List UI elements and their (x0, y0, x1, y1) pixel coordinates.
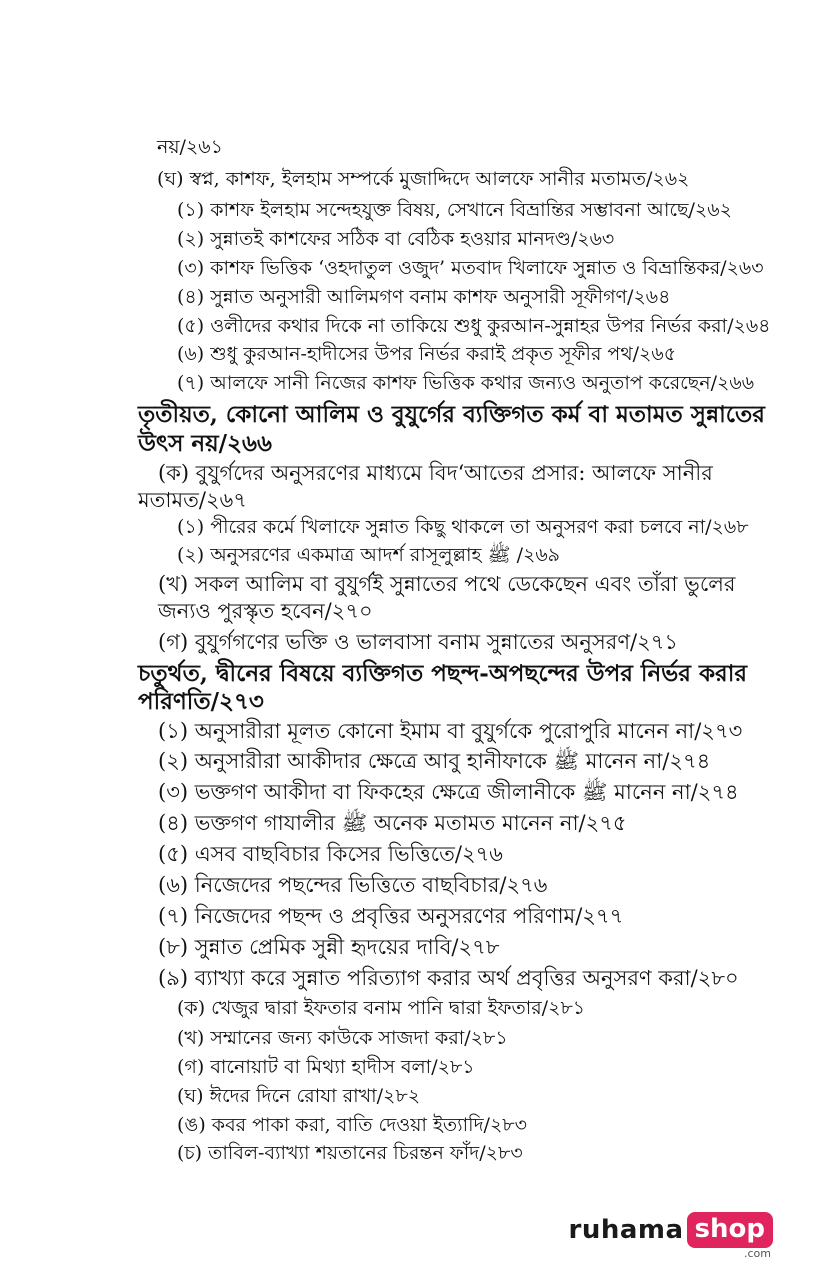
toc-line: (ক) বুযুর্গদের অনুসরণের মাধ্যমে বিদ‘আতের প্রসার: আলফে সানীর (158, 461, 713, 485)
toc-heading: উৎস নয়/২৬৬ (138, 430, 272, 457)
toc-line: (৩) কাশফ ভিত্তিক ‘ওহদাতুল ওজুদ’ মতবাদ খিলাফে সুন্নাত ও বিভ্রান্তিকর/২৬৩ (177, 257, 764, 279)
toc-line: (৯) ব্যাখ্যা করে সুন্নাত পরিত্যাগ করার অর্থ প্রবৃত্তির অনুসরণ করা/২৮০ (158, 966, 739, 990)
toc-line: (২) সুন্নাতই কাশফের সঠিক বা বেঠিক হওয়ার মানদণ্ড/২৬৩ (177, 228, 615, 250)
toc-heading: তৃতীয়ত, কোনো আলিম ও বুযুর্গের ব্যক্তিগত কর্ম বা মতামত সুন্নাতের (138, 401, 765, 428)
toc-line: (৪) ভক্তগণ গাযালীর ﷺ অনেক মতামত মানেন না/২৭৫ (158, 811, 627, 835)
toc-line: (১) অনুসারীরা মূলত কোনো ইমাম বা বুযুর্গকে পুরোপুরি মানেন না/২৭৩ (158, 719, 743, 743)
watermark-left-text: ruhama (568, 1215, 684, 1245)
toc-line: (৪) সুন্নাত অনুসারী আলিমগণ বনাম কাশফ অনুসারী সূফীগণ/২৬৪ (177, 286, 671, 308)
toc-line: (১) কাশফ ইলহাম সন্দেহযুক্ত বিষয়, সেখানে বিভ্রান্তির সম্ভাবনা আছে/২৬২ (177, 199, 732, 221)
toc-line: (৬) শুধু কুরআন-হাদীসের উপর নির্ভর করাই প্রকৃত সূফীর পথ/২৬৫ (177, 343, 677, 365)
toc-line: (৭) নিজেদের পছন্দ ও প্রবৃত্তির অনুসরণের পরিণাম/২৭৭ (158, 904, 624, 928)
toc-heading: পরিণতি/২৭৩ (138, 688, 264, 715)
toc-line: (২) অনুসারীরা আকীদার ক্ষেত্রে আবু হানীফাকে ﷺ মানেন না/২৭৪ (158, 749, 711, 773)
toc-line: (১) পীরের কর্মে খিলাফে সুন্নাত কিছু থাকলে তা অনুসরণ করা চলবে না/২৬৮ (177, 516, 749, 538)
toc-line: (৫) এসব বাছবিচার কিসের ভিত্তিতে/২৭৬ (158, 842, 503, 866)
toc-line: (গ) বানোয়াট বা মিথ্যা হাদীস বলা/২৮১ (177, 1056, 475, 1078)
toc-line: (ঘ) ঈদের দিনে রোযা রাখা/২৮২ (177, 1085, 421, 1107)
toc-line: (খ) সকল আলিম বা বুযুর্গই সুন্নাতের পথে ডেকেছেন এবং তাঁরা ভুলের (158, 572, 736, 596)
toc-line: জন্যও পুরস্কৃত হবেন/২৭০ (158, 599, 373, 623)
toc-line: মতামত/২৬৭ (138, 488, 247, 512)
toc-line: (ক) খেজুর দ্বারা ইফতার বনাম পানি দ্বারা ইফতার/২৮১ (177, 997, 586, 1019)
toc-line: (চ) তাবিল-ব্যাখ্যা শয়তানের চিরন্তন ফাঁদ/২৮৩ (177, 1142, 523, 1164)
toc-line: (ঘ) স্বপ্ন, কাশফ, ইলহাম সম্পর্কে মুজাদ্দিদে আলফে সানীর মতামত/২৬২ (157, 168, 690, 190)
toc-line: (গ) বুযুর্গগণের ভক্তি ও ভালবাসা বনাম সুন্নাতের অনুসরণ/২৭১ (158, 630, 679, 654)
toc-line: নয়/২৬১ (157, 136, 223, 158)
toc-line: (খ) সম্মানের জন্য কাউকে সাজদা করা/২৮১ (177, 1027, 508, 1049)
watermark-shop-badge: shop (687, 1212, 773, 1248)
watermark-suffix: .com (744, 1247, 771, 1260)
toc-line: (৮) সুন্নাত প্রেমিক সুন্নী হৃদয়ের দাবি/২৭৮ (158, 935, 500, 959)
toc-line: (৭) আলফে সানী নিজের কাশফ ভিত্তিক কথার জন্যও অনুতাপ করেছেন/২৬৬ (177, 372, 755, 394)
toc-line: (৩) ভক্তগণ আকীদা বা ফিকহের ক্ষেত্রে জীলানীকে ﷺ মানেন না/২৭৪ (158, 780, 739, 804)
toc-line: (ঙ) কবর পাকা করা, বাতি দেওয়া ইত্যাদি/২৮৩ (177, 1114, 527, 1136)
toc-line: (২) অনুসরণের একমাত্র আদর্শ রাসূলুল্লাহ ﷺ /২৬৯ (177, 544, 561, 566)
toc-heading: চতুর্থত, দ্বীনের বিষয়ে ব্যক্তিগত পছন্দ-অপছন্দের উপর নির্ভর করার (138, 660, 748, 687)
toc-line: (৫) ওলীদের কথার দিকে না তাকিয়ে শুধু কুরআন-সুন্নাহর উপর নির্ভর করা/২৬৪ (177, 315, 771, 337)
ruhamashop-watermark (569, 1212, 774, 1248)
toc-line: (৬) নিজেদের পছন্দের ভিত্তিতে বাছবিচার/২৭৬ (158, 873, 548, 897)
